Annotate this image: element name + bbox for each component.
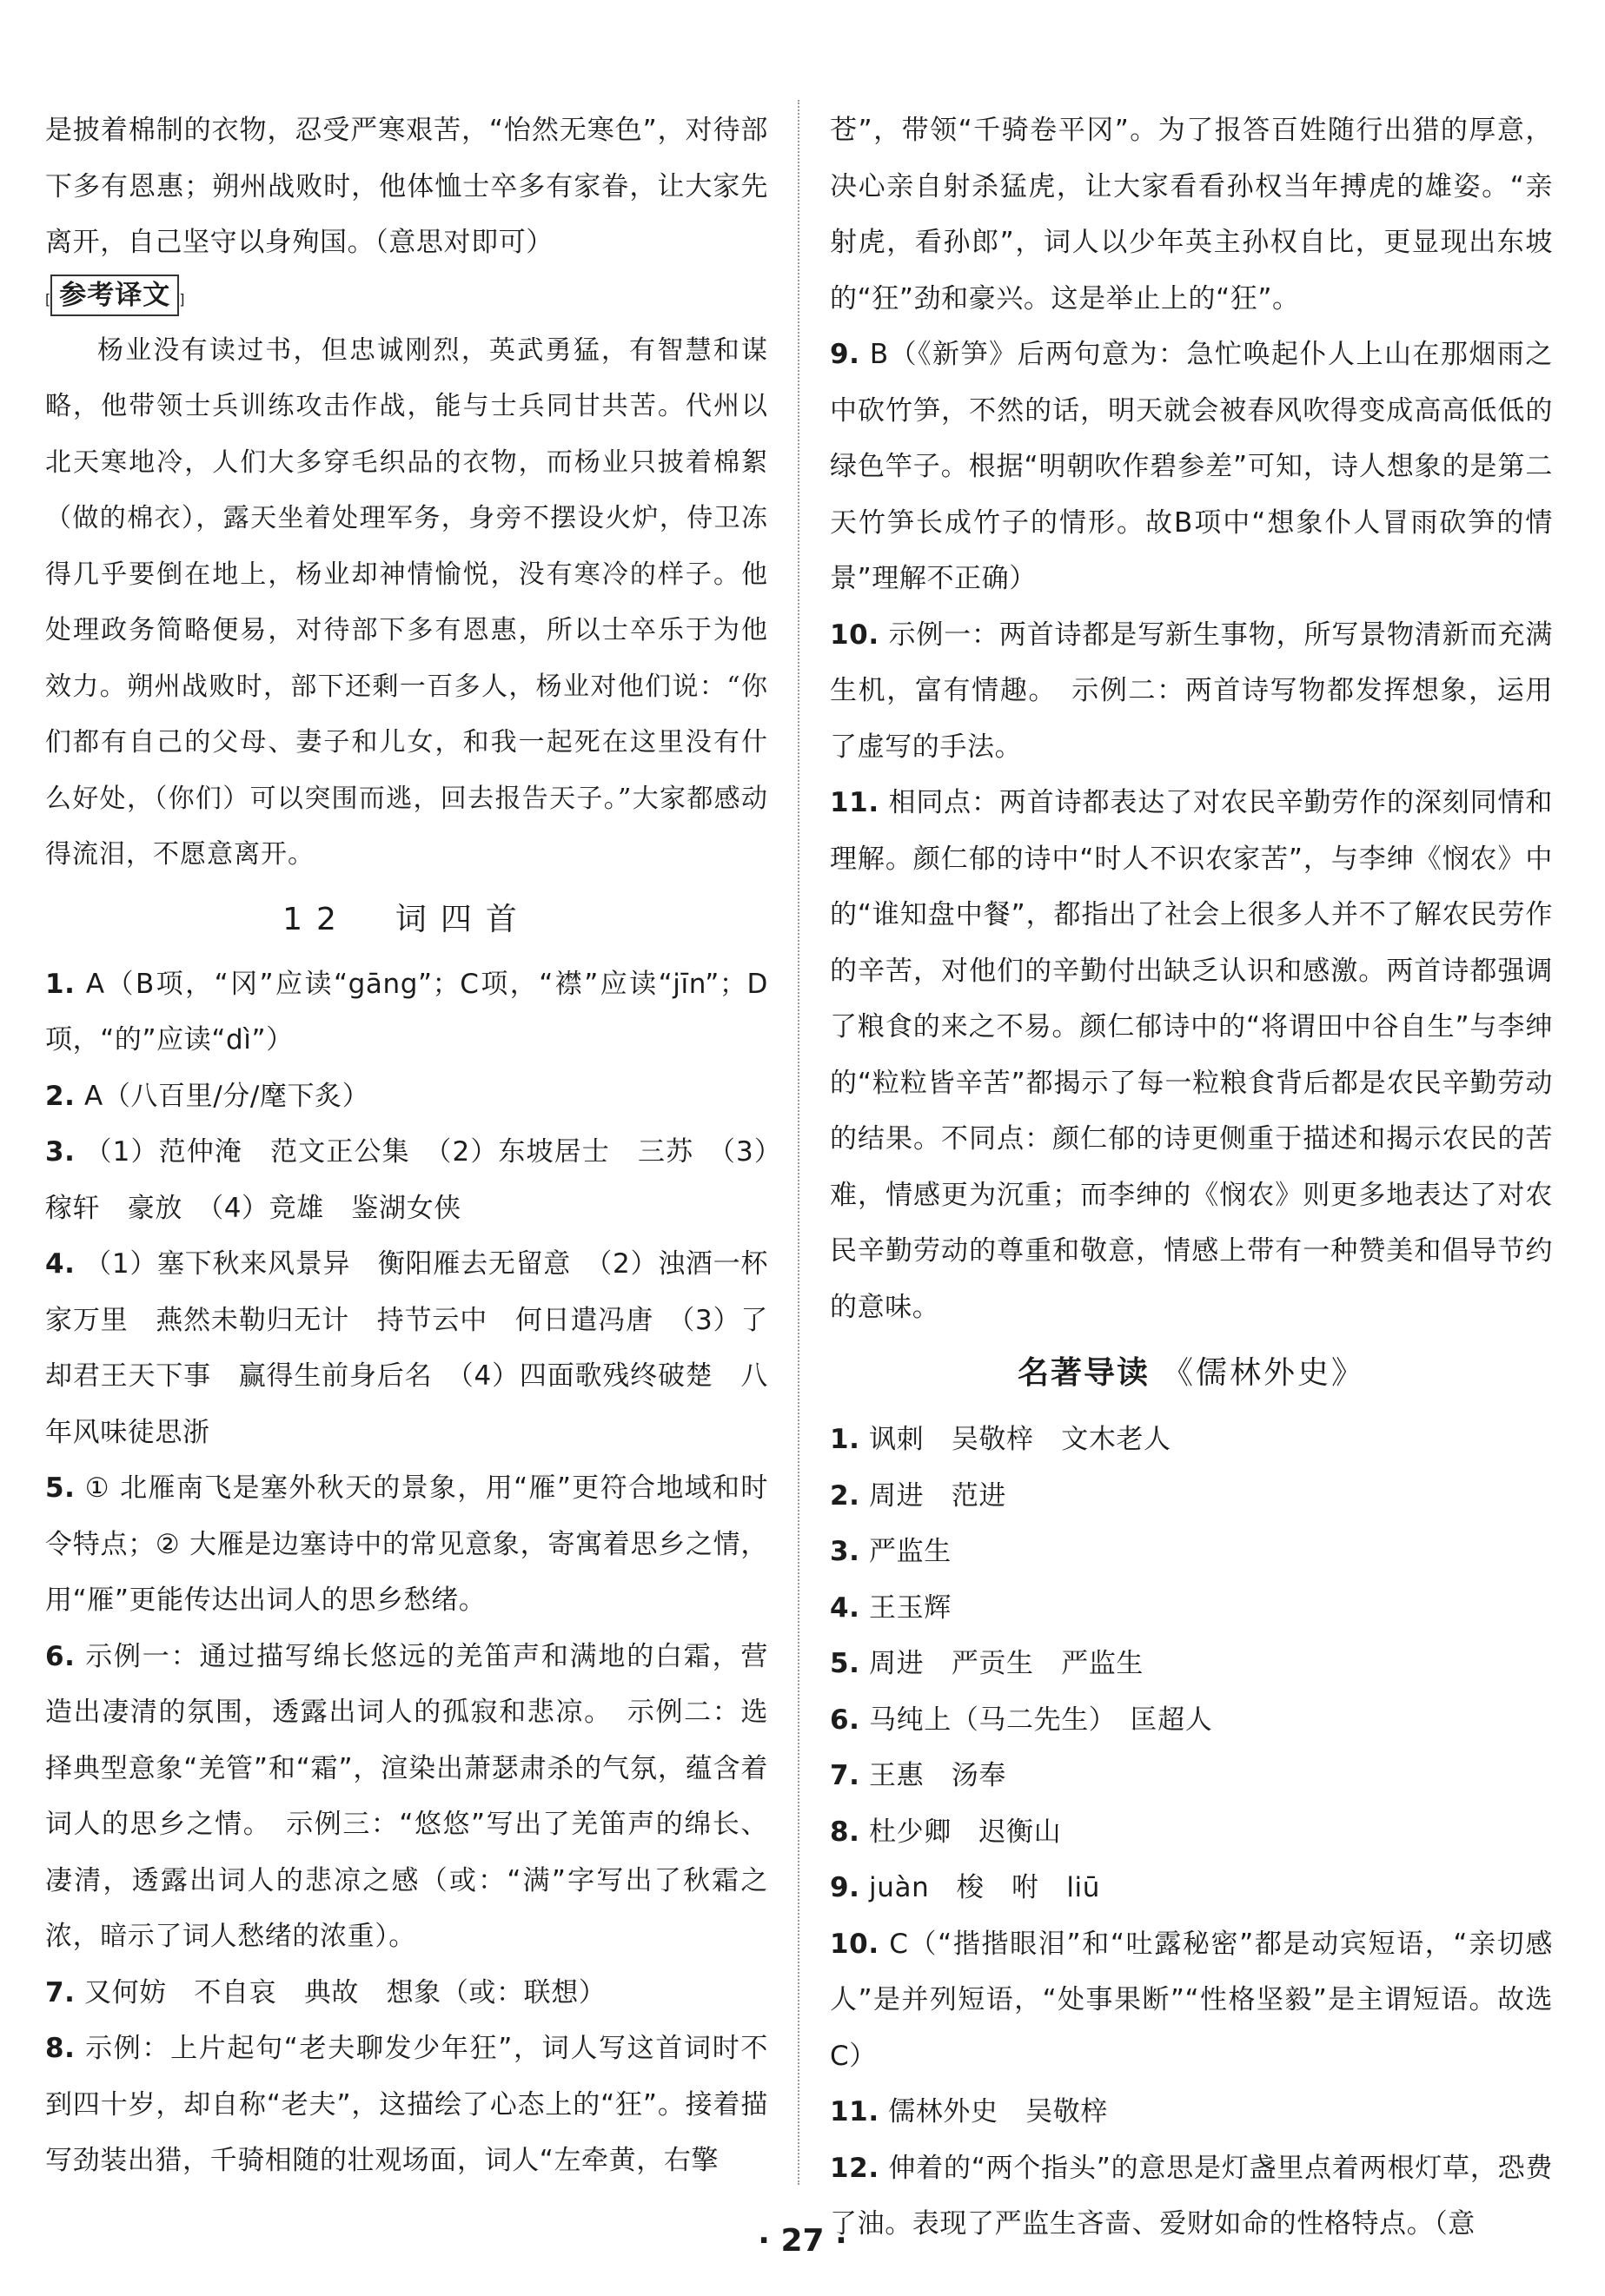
answer-item	[45, 1124, 768, 1236]
answer-text: A（B项，“冈”应读“gāng”；C项，“襟”应读“jīn”；D项，“的”应读“dì”）	[45, 968, 768, 1055]
answer-number: 10.	[830, 619, 879, 651]
answer-text: 王玉辉	[869, 1591, 952, 1624]
reference-translation: 杨业没有读过书，但忠诚刚烈，英武勇猛，有智慧和谋略，他带领士兵训练攻击作战，能与士兵同甘共苦。代州以北天寒地冷，人们大多穿毛织品的衣物，而杨业只披着棉絮（做的棉衣），露天坐着处理军务，身旁不摆设火炉，侍卫冻得几乎要倒在地上，杨业却神情愉悦，没有寒冷的样子。他处理政务简略便易，对待部下多有恩惠，所以士卒乐于为他效力。朔州战败时，部下还剩一百多人，杨业对他们说：“你们都有自己的父母、妻子和儿女，和我一起死在这里没有什么好处，（你们）可以突围而逃，回去报告天子。”大家都感动得流泪，不愿意离开。	[45, 334, 768, 870]
answer-number: 12.	[830, 2152, 879, 2184]
reading-guide-answer-list	[830, 1412, 1553, 2253]
reference-translation-header: [ 参考译文 ]	[45, 275, 768, 316]
answer-continuation: 是披着棉制的衣物，忍受严寒艰苦，“怡然无寒色”，对待部下多有恩惠；朔州战败时，他体恤士卒多有家眷，让大家先离开，自己坚守以身殉国。（意思对即可）	[45, 115, 768, 258]
answer-text: ① 北雁南飞是塞外秋天的景象，用“雁”更符合地域和时令特点；② 大雁是边塞诗中的常见意象，寄寓着思乡之情，用“雁”更能传达出词人的思乡愁绪。	[45, 1472, 768, 1616]
answer-number: 7.	[45, 1976, 76, 2008]
answer-item	[830, 1916, 1553, 2085]
right-answer-list	[830, 327, 1553, 1335]
answer-item	[830, 607, 1553, 776]
answer-number: 6.	[830, 1704, 860, 1736]
answer-item	[830, 775, 1553, 1335]
answer-item	[45, 1236, 768, 1460]
answer-text: 又何妨 不自哀 典故 想象（或：联想）	[84, 1976, 607, 2008]
answer-number: 10.	[830, 1928, 879, 1960]
answer-item	[830, 1692, 1553, 1749]
section-title: 12 词四首	[282, 901, 531, 937]
answer-number: 1.	[45, 968, 76, 1000]
answer-text: A（八百里/分/麾下炙）	[84, 1080, 370, 1112]
answer-number: 5.	[45, 1472, 76, 1504]
answer-number: 6.	[45, 1640, 76, 1672]
answer-item	[830, 2084, 1553, 2141]
answer-8-continuation: 苍”，带领“千骑卷平冈”。为了报答百姓随行出猎的厚意，决心亲自射杀猛虎，让大家看看孙权当年搏虎的雄姿。“亲射虎，看孙郎”，词人以少年英主孙权自比，更显现出东坡的“狂”劲和豪兴。这是举止上的“狂”。	[830, 115, 1553, 314]
answer-text: juàn 梭 咐 liū	[869, 1872, 1100, 1903]
answer-number: 2.	[830, 1479, 860, 1512]
answer-number: 3.	[45, 1136, 76, 1168]
answer-item	[45, 1965, 768, 2021]
reading-guide-title: 名著导读 《儒林外史》	[1017, 1355, 1366, 1391]
answer-text: 王惠 汤奉	[869, 1760, 1007, 1791]
answer-text: 周进 范进	[869, 1479, 1007, 1512]
answer-text: （1）范仲淹 范文正公集 （2）东坡居士 三苏 （3）稼轩 豪放 （4）竞雄 鉴湖女侠	[45, 1136, 768, 1224]
answer-number: 4.	[45, 1248, 76, 1280]
right-column	[830, 103, 1553, 2253]
answer-text: 伸着的“两个指头”的意思是灯盏里点着两根灯草，恐费了油。表现了严监生吝啬、爱财如命的性格特点。（意	[830, 2152, 1553, 2240]
answer-item	[830, 1636, 1553, 1692]
answer-item	[45, 2021, 768, 2189]
answer-item	[830, 1524, 1553, 1580]
answer-text: 儒林外史 吴敬梓	[888, 2096, 1108, 2127]
answer-number: 11.	[830, 2096, 879, 2127]
answer-item	[830, 1748, 1553, 1804]
answer-item	[45, 1460, 768, 1629]
answer-text: 严监生	[869, 1536, 952, 1567]
answer-number: 7.	[830, 1760, 860, 1791]
answer-number: 8.	[45, 2033, 76, 2064]
left-column	[45, 103, 768, 2189]
answer-item	[830, 1580, 1553, 1637]
answer-number: 3.	[830, 1536, 860, 1567]
answer-item	[830, 1860, 1553, 1916]
answer-text: B（《新笋》后两句意为：急忙唤起仆人上山在那烟雨之中砍竹笋，不然的话，明天就会被春风吹得变成高高低低的绿色竿子。根据“明朝吹作碧参差”可知，诗人想象的是第二天竹笋长成竹子的情形。故B项中“想象仆人冒雨砍笋的情景”理解不正确）	[830, 339, 1553, 594]
answer-item	[45, 956, 768, 1069]
answer-number: 8.	[830, 1816, 860, 1848]
answer-item	[830, 327, 1553, 607]
answer-number: 9.	[830, 1872, 860, 1903]
answer-text: 杜少卿 迟衡山	[869, 1816, 1062, 1848]
answer-number: 5.	[830, 1648, 860, 1679]
answer-text: 讽刺 吴敬梓 文木老人	[869, 1424, 1171, 1455]
left-answer-list	[45, 956, 768, 2189]
answer-text: 马纯上（马二先生） 匡超人	[869, 1704, 1213, 1736]
answer-text: 相同点：两首诗都表达了对农民辛勤劳作的深刻同情和理解。颜仁郁的诗中“时人不识农家苦”，与李绅《悯农》中的“谁知盘中餐”，都指出了社会上很多人并不了解农民劳作的辛苦，对他们的辛勤付出缺乏认识和感激。两首诗都强调了粮食的来之不易。颜仁郁诗中的“将谓田中谷自生”与李绅的“粒粒皆辛苦”都揭示了每一粒粮食背后都是农民辛勤劳动的结果。不同点：颜仁郁的诗更侧重于描述和揭示农民的苦难，情感更为沉重；而李绅的《悯农》则更多地表达了对农民辛勤劳动的尊重和敬意，情感上带有一种赞美和倡导节约的意味。	[830, 787, 1553, 1323]
answer-number: 9.	[830, 339, 860, 370]
page-number: · 27 ·	[758, 2223, 847, 2259]
answer-item	[830, 1412, 1553, 1468]
answer-item	[45, 1069, 768, 1125]
answer-text: （1）塞下秋来风景异 衡阳雁去无留意 （2）浊酒一杯家万里 燕然未勒归无计 持节云中 何日遣冯唐 （3）了却君王天下事 赢得生前身后名 （4）四面歌残终破楚 八年风味徒思浙	[45, 1248, 768, 1448]
answer-item	[830, 1468, 1553, 1525]
answer-number: 4.	[830, 1591, 860, 1624]
answer-text: C（“揩揩眼泪”和“吐露秘密”都是动宾短语，“亲切感人”是并列短语，“处事果断”“性格坚毅”是主谓短语。故选C）	[830, 1928, 1553, 2072]
column-divider	[798, 100, 799, 2185]
answer-text: 示例：上片起句“老夫聊发少年狂”，词人写这首词时不到四十岁，却自称“老夫”，这描绘了心态上的“狂”。接着描写劲装出猎，千骑相随的壮观场面，词人“左牵黄，右擎	[45, 2033, 768, 2176]
answer-text: 周进 严贡生 严监生	[869, 1648, 1144, 1679]
answer-item	[830, 1804, 1553, 1861]
answer-number: 1.	[830, 1424, 860, 1455]
answer-number: 2.	[45, 1080, 76, 1112]
answer-text: 示例一：两首诗都是写新生事物，所写景物清新而充满生机，富有情趣。 示例二：两首诗写物都发挥想象，运用了虚写的手法。	[830, 619, 1553, 763]
answer-text: 示例一：通过描写绵长悠远的羌笛声和满地的白霜，营造出凄清的氛围，透露出词人的孤寂和悲凉。 示例二：选择典型意象“羌管”和“霜”，渲染出萧瑟肃杀的气氛，蕴含着词人的思乡之情。 示例三：“悠悠”写出了羌笛声的绵长、凄清，透露出词人的悲凉之感（或：“满”字写出了秋霜之浓，暗示了词人愁绪的浓重）。	[45, 1640, 768, 1952]
answer-number: 11.	[830, 787, 879, 818]
answer-item	[45, 1629, 768, 1965]
